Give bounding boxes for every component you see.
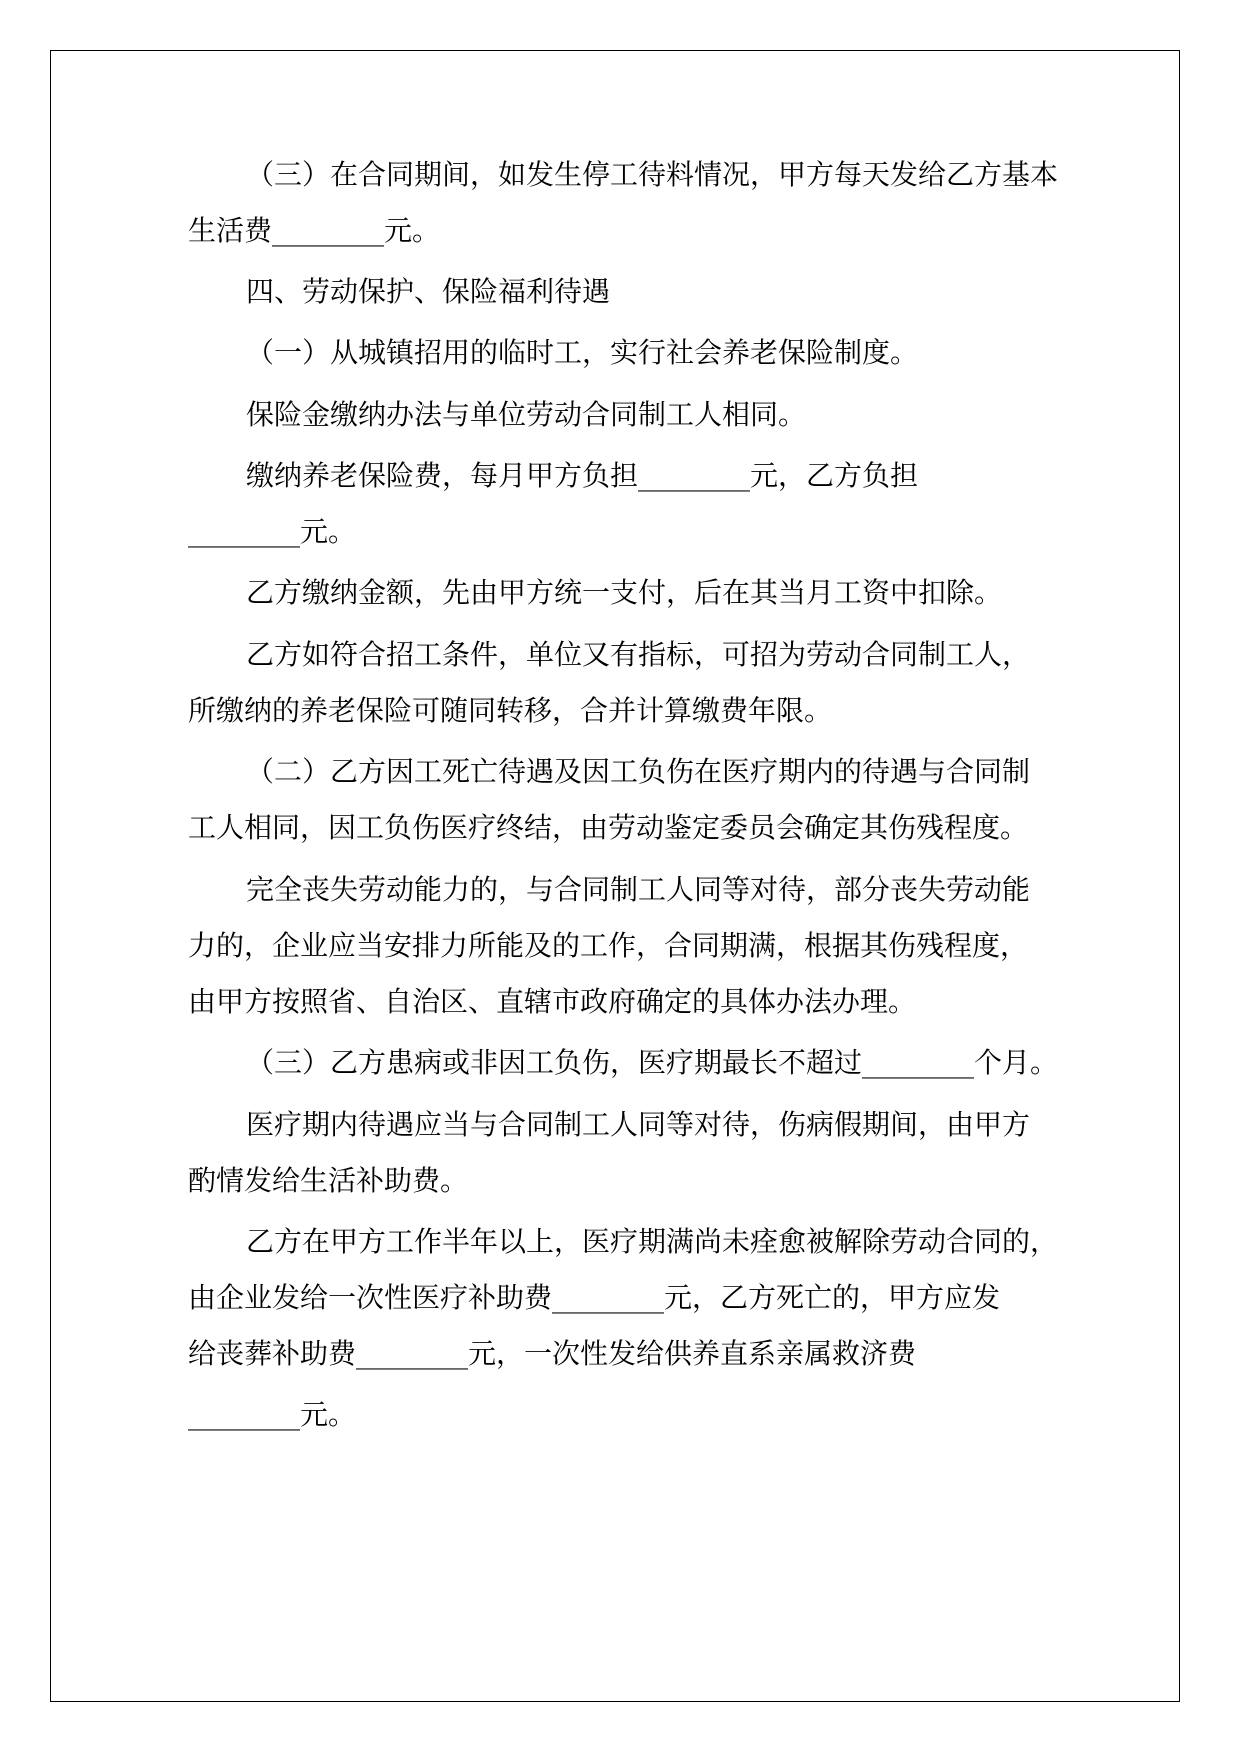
- text-line: 乙方缴纳金额，先由甲方统一支付，后在其当月工资中扣除。: [246, 576, 1003, 609]
- text-line: 保险金缴纳办法与单位劳动合同制工人相同。: [246, 398, 807, 431]
- text-line: ________元。: [188, 515, 357, 548]
- text-line: （一）从城镇招用的临时工，实行社会养老保险制度。: [246, 336, 919, 369]
- text-line: 酌情发给生活补助费。: [188, 1164, 469, 1197]
- text-line: 缴纳养老保险费，每月甲方负担________元，乙方负担: [246, 459, 919, 492]
- text-line: 力的，企业应当安排力所能及的工作，合同期满，根据其伤残程度，: [188, 929, 1029, 962]
- text-line: 工人相同，因工负伤医疗终结，由劳动鉴定委员会确定其伤残程度。: [188, 811, 1029, 844]
- text-line: 医疗期内待遇应当与合同制工人同等对待，伤病假期间，由甲方: [246, 1108, 1031, 1141]
- text-line: 乙方如符合招工条件，单位又有指标，可招为劳动合同制工人，: [246, 638, 1031, 671]
- text-line: 生活费________元。: [188, 214, 441, 247]
- text-line: 由甲方按照省、自治区、直辖市政府确定的具体办法办理。: [188, 985, 917, 1018]
- text-line: 给丧葬补助费________元，一次性发给供养直系亲属救济费: [188, 1337, 917, 1370]
- text-line: （三）乙方患病或非因工负伤，医疗期最长不超过________个月。: [246, 1046, 1059, 1079]
- text-line: 由企业发给一次性医疗补助费________元，乙方死亡的，甲方应发: [188, 1281, 1001, 1314]
- text-line: 完全丧失劳动能力的，与合同制工人同等对待，部分丧失劳动能: [246, 873, 1031, 906]
- text-line: （二）乙方因工死亡待遇及因工负伤在医疗期内的待遇与合同制: [246, 755, 1031, 788]
- text-line: （三）在合同期间，如发生停工待料情况，甲方每天发给乙方基本: [246, 158, 1059, 191]
- text-line: 所缴纳的养老保险可随同转移，合并计算缴费年限。: [188, 694, 833, 727]
- section-heading: 四、劳动保护、保险福利待遇: [246, 275, 611, 308]
- text-line: ________元。: [188, 1398, 357, 1431]
- text-line: 乙方在甲方工作半年以上，医疗期满尚未痊愈被解除劳动合同的，: [246, 1225, 1059, 1258]
